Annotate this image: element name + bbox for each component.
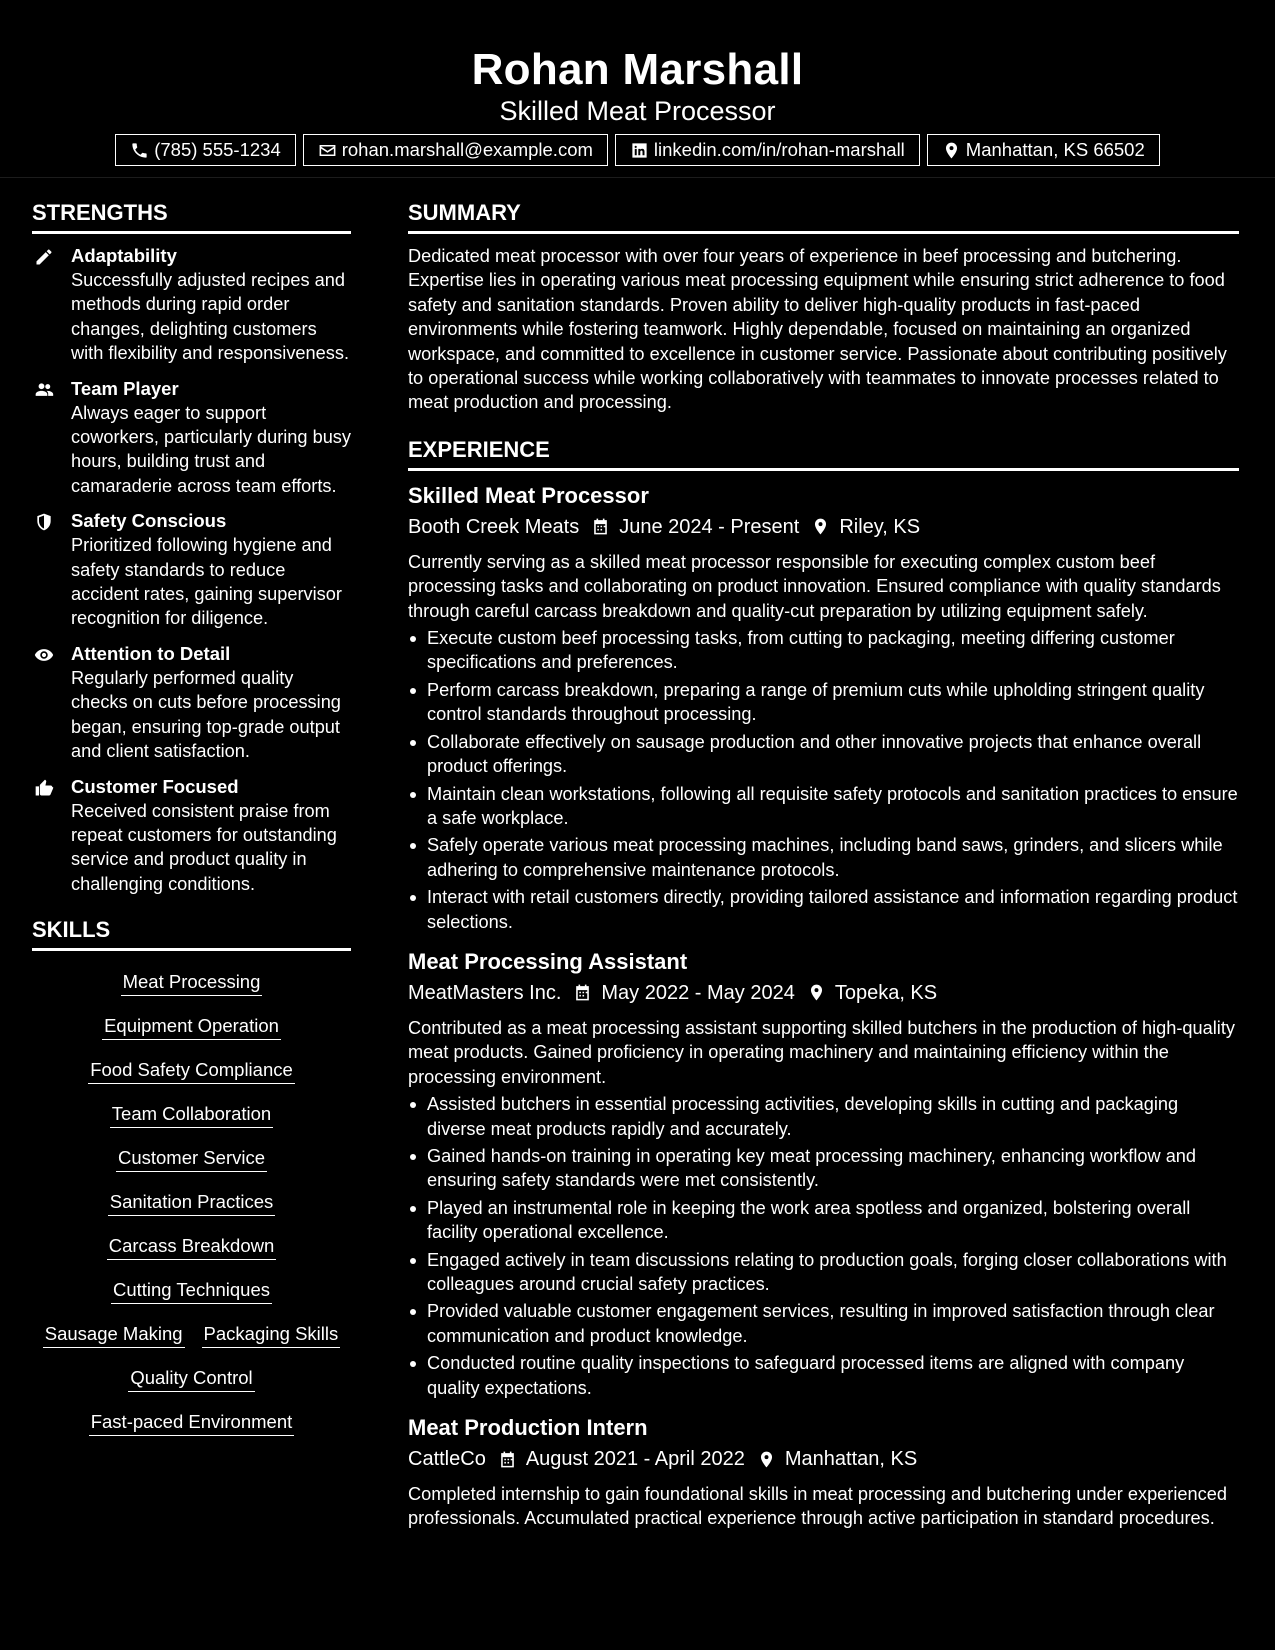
strength-title: Customer Focused [71, 775, 239, 797]
job-bullets [408, 626, 1239, 934]
summary-text: Dedicated meat processor with over four years of experience in beef processing and butchering. Expertise lies in operating various meat processing equipment while ensuring strict adherence to food safety and sanitation standards. Proven ability to deliver high-quality products in fast-paced environments while fostering teamwork. Highly dependable, focused on maintaining an organized workspace, and committed to excellence in customer service. Passionate about contributing positively to operational success while working collaboratively with teammates to innovate processes related to meat production and processing. [408, 246, 1227, 413]
job-description: Contributed as a meat processing assistant supporting skilled butchers in the production of high-quality meat products. Gained proficiency in operating machinery and maintaining efficiency within the processing environment. [408, 1017, 1235, 1087]
skills-list [32, 961, 351, 1436]
job-company: CattleCo [408, 1448, 486, 1471]
contact-bar [0, 134, 1275, 166]
skill-row [32, 1145, 351, 1172]
skill-row [32, 1321, 351, 1348]
bullet-item: Engaged actively in team discussions relating to production goals, forging closer collaborations with colleagues around crucial safety practices. [408, 1248, 1239, 1297]
job-bullets [408, 1092, 1239, 1400]
strength-item [32, 775, 351, 897]
strength-item [32, 377, 351, 499]
experience-heading: EXPERIENCE [408, 433, 1239, 471]
strength-desc: Prioritized following hygiene and safety standards to reduce accident rates, gaining supervisor recognition for diligence. [71, 535, 342, 629]
strength-item [32, 509, 351, 631]
pencil-icon [34, 247, 54, 267]
job-description: Currently serving as a skilled meat processor responsible for executing complex custom beef processing tasks and collaborating on product innovation. Ensured compliance with quality standards through careful carcass breakdown and quality-cut preparation by utilizing equipment safely. [408, 551, 1221, 621]
bullet-item: Conducted routine quality inspections to safeguard processed items are aligned with company quality expectations. [408, 1351, 1239, 1400]
job-title: Meat Production Intern [408, 1415, 648, 1441]
skill-tag: Carcass Breakdown [107, 1233, 277, 1260]
bullet-item: Assisted butchers in essential processing activities, developing skills in cutting and packaging diverse meat products rapidly and accurately. [408, 1092, 1239, 1141]
skill-row [32, 1233, 351, 1260]
contact-email-text: rohan.marshall@example.com [341, 139, 593, 160]
skill-tag: Quality Control [128, 1365, 254, 1392]
skill-tag: Meat Processing [121, 969, 263, 996]
job-company: MeatMasters Inc. [408, 981, 562, 1004]
strength-item [32, 244, 351, 366]
skill-row [32, 1057, 351, 1084]
calendar-icon [591, 517, 610, 536]
job-dates: June 2024 - Present [619, 515, 800, 538]
right-column [408, 196, 1239, 1534]
strengths-heading: STRENGTHS [32, 196, 351, 234]
bullet-item: Provided valuable customer engagement services, resulting in improved satisfaction through clear communication and product knowledge. [408, 1299, 1239, 1348]
skill-tag: Customer Service [116, 1145, 267, 1172]
job-location: Manhattan, KS [784, 1448, 918, 1471]
job-meta [408, 979, 1239, 1007]
bullet-item: Safely operate various meat processing machines, including band saws, grinders, and slicers while adhering to comprehensive maintenance protocols. [408, 833, 1239, 882]
candidate-name: Rohan Marshall [471, 45, 804, 94]
strength-title: Team Player [71, 377, 179, 399]
skills-heading: SKILLS [32, 913, 351, 951]
map-pin-icon [807, 983, 826, 1002]
strength-title: Adaptability [71, 245, 177, 266]
bullet-item: Played an instrumental role in keeping the work area spotless and organized, bolstering overall facility operational excellence. [408, 1196, 1239, 1245]
candidate-title: Skilled Meat Processor [499, 96, 776, 126]
strength-item [32, 642, 351, 764]
strength-desc: Always eager to support coworkers, particularly during busy hours, building trust and camaraderie across team efforts. [71, 402, 351, 496]
job-dates: May 2022 - May 2024 [601, 981, 795, 1004]
users-icon [34, 380, 54, 400]
job-company: Booth Creek Meats [408, 515, 580, 538]
bullet-item: Collaborate effectively on sausage production and other innovative projects that enhance overall product offerings. [408, 730, 1239, 779]
job-entry [408, 947, 1239, 1400]
job-dates: August 2021 - April 2022 [525, 1448, 745, 1471]
job-entry [408, 1413, 1239, 1531]
contact-location[interactable] [927, 134, 1160, 166]
strength-title: Safety Conscious [71, 510, 227, 532]
bullet-item: Maintain clean workstations, following all requisite safety protocols and sanitation practices to ensure a safe workplace. [408, 782, 1239, 831]
bullet-item: Gained hands-on training in operating key meat processing machinery, enhancing workflow and ensuring safety standards were met consistently. [408, 1144, 1239, 1193]
skill-tag: Food Safety Compliance [88, 1057, 295, 1084]
contact-location-text: Manhattan, KS 66502 [965, 139, 1145, 160]
contact-email[interactable] [303, 134, 608, 166]
skill-row [32, 1277, 351, 1304]
strength-desc: Successfully adjusted recipes and methods during rapid order changes, delighting customers with flexibility and responsiveness. [71, 270, 349, 364]
job-title: Skilled Meat Processor [408, 482, 649, 508]
map-pin-icon [757, 1450, 776, 1469]
phone-icon [130, 141, 149, 160]
job-meta [408, 513, 1239, 541]
map-pin-icon [811, 517, 830, 536]
envelope-icon [318, 141, 337, 160]
calendar-icon [573, 983, 592, 1002]
contact-linkedin[interactable] [615, 134, 920, 166]
resume-header [0, 0, 1275, 178]
thumbs-up-icon [34, 778, 54, 798]
linkedin-icon [630, 141, 649, 160]
bullet-item: Perform carcass breakdown, preparing a range of premium cuts while upholding stringent quality control standards throughout processing. [408, 678, 1239, 727]
skill-tag: Team Collaboration [110, 1101, 273, 1128]
summary-heading: SUMMARY [408, 196, 1239, 234]
job-meta [408, 1445, 1239, 1473]
job-location: Riley, KS [839, 515, 921, 538]
skill-row [32, 969, 351, 996]
contact-phone[interactable] [115, 134, 296, 166]
contact-phone-text: (785) 555-1234 [154, 139, 281, 160]
skill-tag: Sanitation Practices [108, 1189, 276, 1216]
job-title: Meat Processing Assistant [408, 948, 688, 974]
contact-linkedin-text: linkedin.com/in/rohan-marshall [653, 139, 905, 160]
job-location: Topeka, KS [834, 981, 938, 1004]
skill-row [32, 1189, 351, 1216]
skill-tag: Cutting Techniques [111, 1277, 272, 1304]
strength-title: Attention to Detail [71, 642, 231, 664]
skill-row [32, 1365, 351, 1392]
shield-icon [34, 512, 54, 532]
skill-tag: Fast-paced Environment [89, 1409, 295, 1436]
strength-desc: Regularly performed quality checks on cuts before processing began, ensuring top-grade output and client satisfaction. [71, 667, 341, 762]
skill-tag: Packaging Skills [202, 1321, 341, 1348]
bullet-item: Execute custom beef processing tasks, from cutting to packaging, meeting differing customer specifications and preferences. [408, 626, 1239, 675]
strength-desc: Received consistent praise from repeat customers for outstanding service and product quality in challenging conditions. [71, 800, 337, 894]
job-entry [408, 481, 1239, 934]
skill-row [32, 1101, 351, 1128]
bullet-item: Interact with retail customers directly, providing tailored assistance and information regarding product selections. [408, 885, 1239, 934]
map-pin-icon [942, 141, 961, 160]
skill-row [32, 1013, 351, 1040]
job-description: Completed internship to gain foundational skills in meat processing and butchering under experienced professionals. Accumulated practical experience through active participation in standard procedures. [408, 1484, 1227, 1529]
calendar-icon [498, 1450, 517, 1469]
skill-row [32, 1409, 351, 1436]
skill-tag: Equipment Operation [102, 1013, 281, 1040]
skill-tag: Sausage Making [43, 1321, 185, 1348]
eye-icon [34, 645, 54, 665]
left-column [32, 196, 351, 1453]
